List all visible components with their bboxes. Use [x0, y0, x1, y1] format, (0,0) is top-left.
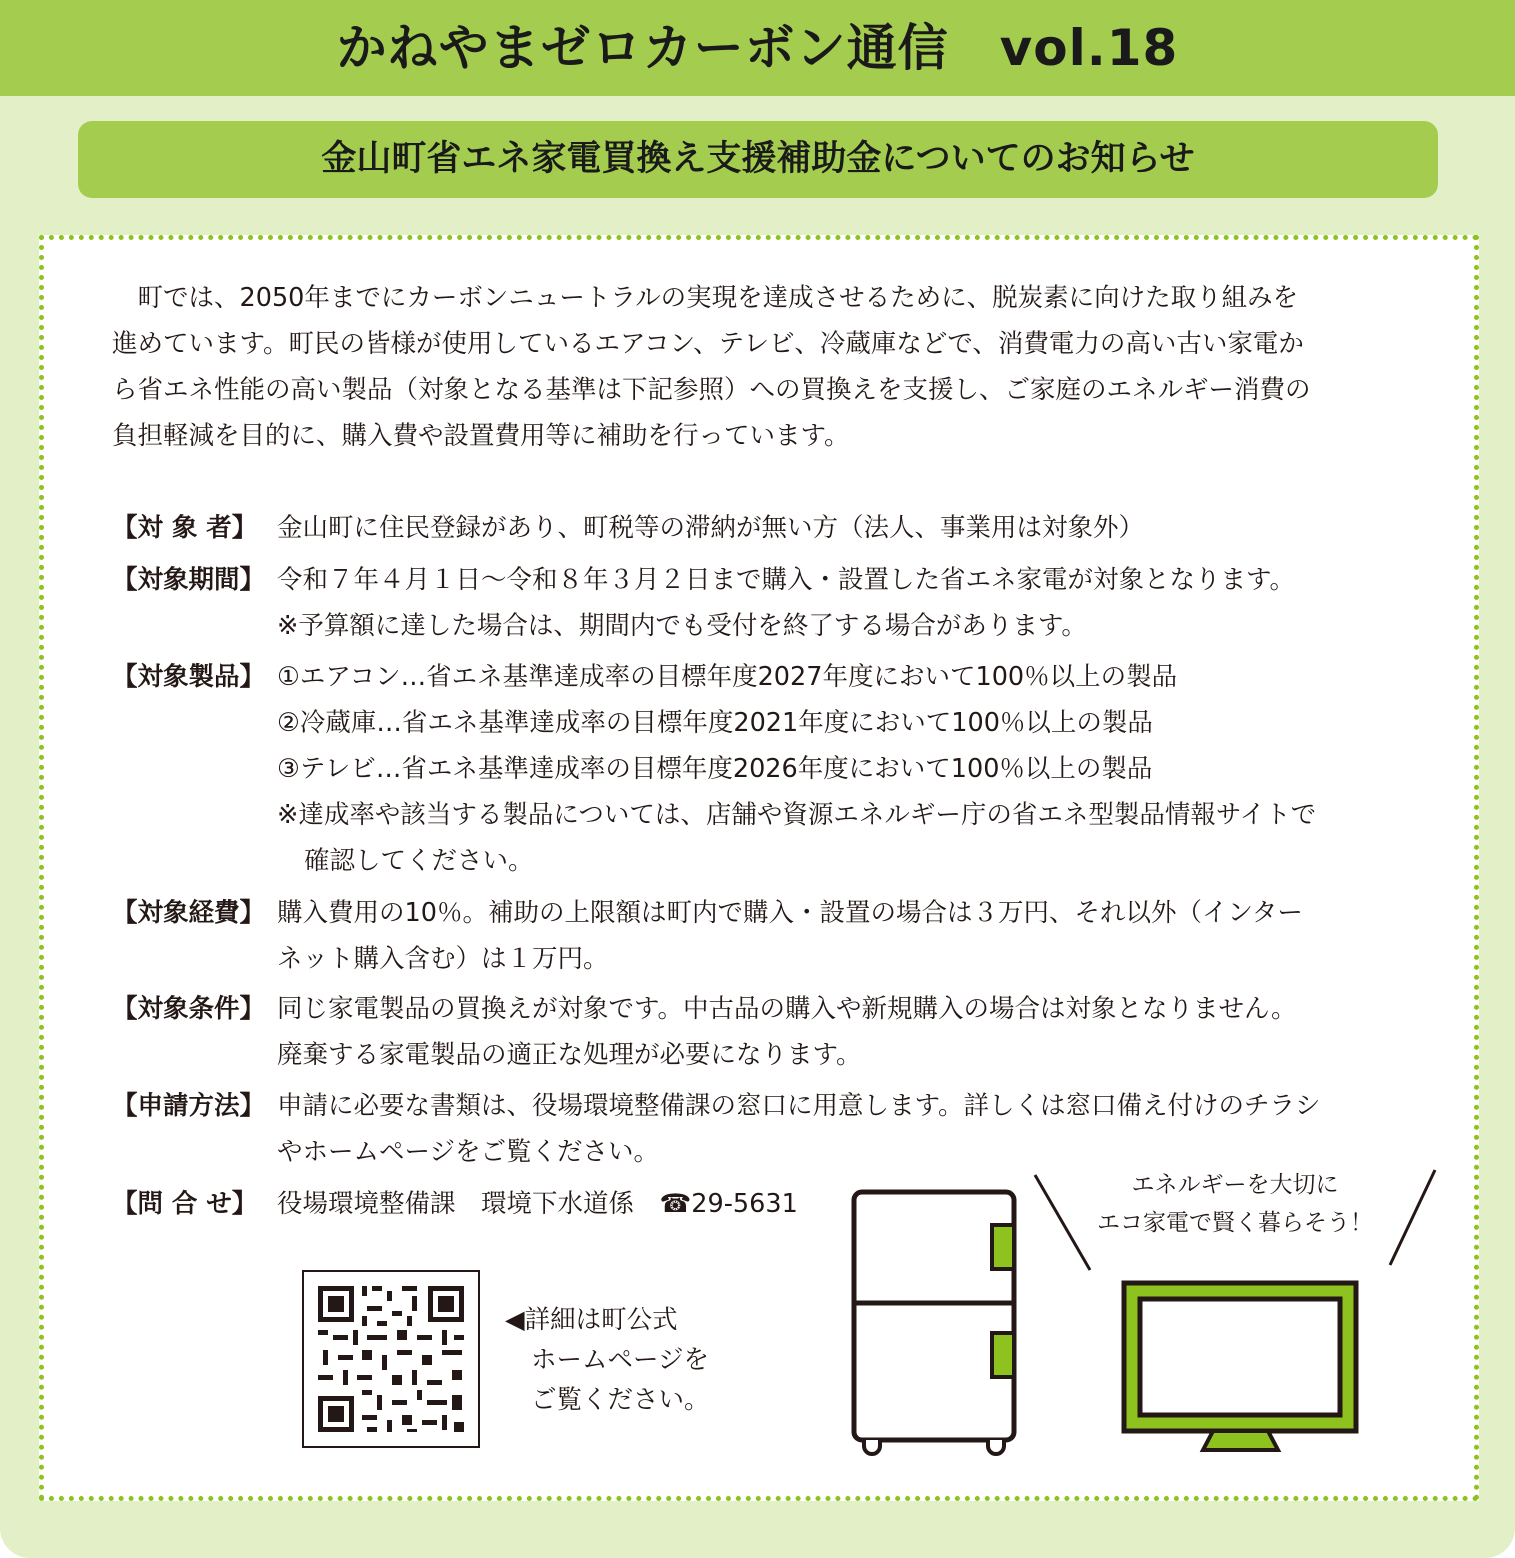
intro-line: ら省エネ性能の高い製品（対象となる基準は下記参照）への買換えを支援し、ご家庭のエネルギー消費の: [112, 375, 1311, 405]
qr-caption-line: ホームページを: [531, 1345, 709, 1375]
item-text: 同じ家電製品の買換えが対象です。中古品の購入や新規購入の場合は対象となりません。: [277, 994, 1297, 1024]
qr-caption-line: ◀詳細は町公式: [505, 1305, 678, 1335]
television-icon: [1118, 1278, 1362, 1462]
notice-subtitle: 金山町省エネ家電買換え支援補助金についてのお知らせ: [321, 139, 1195, 179]
item-text: ※達成率や該当する製品については、店舗や資源エネルギー庁の省エネ型製品情報サイトで: [277, 800, 1317, 830]
page-title: かねやまゼロカーボン通信 vol.18: [336, 19, 1179, 77]
item-text: ネット購入含む）は１万円。: [277, 944, 609, 974]
item-label: 【問 合 せ】: [112, 1189, 258, 1219]
intro-paragraph: [112, 275, 1412, 459]
intro-line: 町では、2050年までにカーボンニュートラルの実現を達成させるために、脱炭素に向けた取り組みを: [112, 283, 1299, 313]
title-banner: [0, 0, 1515, 96]
item-label: 【申請方法】: [112, 1091, 266, 1121]
slogan-line: エネルギーを大切に: [1131, 1172, 1339, 1198]
item-text: ※予算額に達した場合は、期間内でも受付を終了する場合があります。: [277, 611, 1087, 641]
item-label: 【対象条件】: [112, 994, 266, 1024]
intro-line: 進めています。町民の皆様が使用しているエアコン、テレビ、冷蔵庫などで、消費電力の高い古い家電か: [112, 329, 1304, 359]
item-text: ①エアコン…省エネ基準達成率の目標年度2027年度において100％以上の製品: [277, 662, 1178, 692]
intro-line: 負担軽減を目的に、購入費や設置費用等に補助を行っています。: [112, 421, 850, 451]
eco-slogan: [1080, 1166, 1390, 1242]
item-text: 金山町に住民登録があり、町税等の滞納が無い方（法人、事業用は対象外）: [277, 513, 1145, 543]
item-text: 確認してください。: [304, 846, 534, 876]
item-label: 【対象製品】: [112, 662, 266, 692]
item-label: 【対 象 者】: [112, 513, 258, 543]
subtitle-banner: [78, 121, 1438, 198]
item-text: ②冷蔵庫…省エネ基準達成率の目標年度2021年度において100％以上の製品: [277, 708, 1153, 738]
refrigerator-icon: [848, 1188, 1023, 1464]
item-text: 申請に必要な書類は、役場環境整備課の窓口に用意します。詳しくは窓口備え付けのチラシ: [277, 1091, 1321, 1121]
slogan-line: エコ家電で賢く暮らそう！: [1097, 1210, 1373, 1236]
qr-caption: [505, 1300, 745, 1420]
qr-caption-line: ご覧ください。: [531, 1385, 710, 1415]
item-label: 【対象期間】: [112, 565, 266, 595]
qr-code-icon[interactable]: [302, 1270, 480, 1448]
item-text: 購入費用の10％。補助の上限額は町内で購入・設置の場合は３万円、それ以外（インター: [277, 898, 1303, 928]
contact-phone-text: 役場環境整備課 環境下水道係 ☎29-5631: [277, 1189, 798, 1219]
item-text: 廃棄する家電製品の適正な処理が必要になります。: [277, 1040, 862, 1070]
item-text: やホームページをご覧ください。: [277, 1137, 659, 1167]
item-label: 【対象経費】: [112, 898, 266, 928]
item-text: ③テレビ…省エネ基準達成率の目標年度2026年度において100％以上の製品: [277, 754, 1153, 784]
item-text: 令和７年４月１日～令和８年３月２日まで購入・設置した省エネ家電が対象となります。: [277, 565, 1295, 595]
